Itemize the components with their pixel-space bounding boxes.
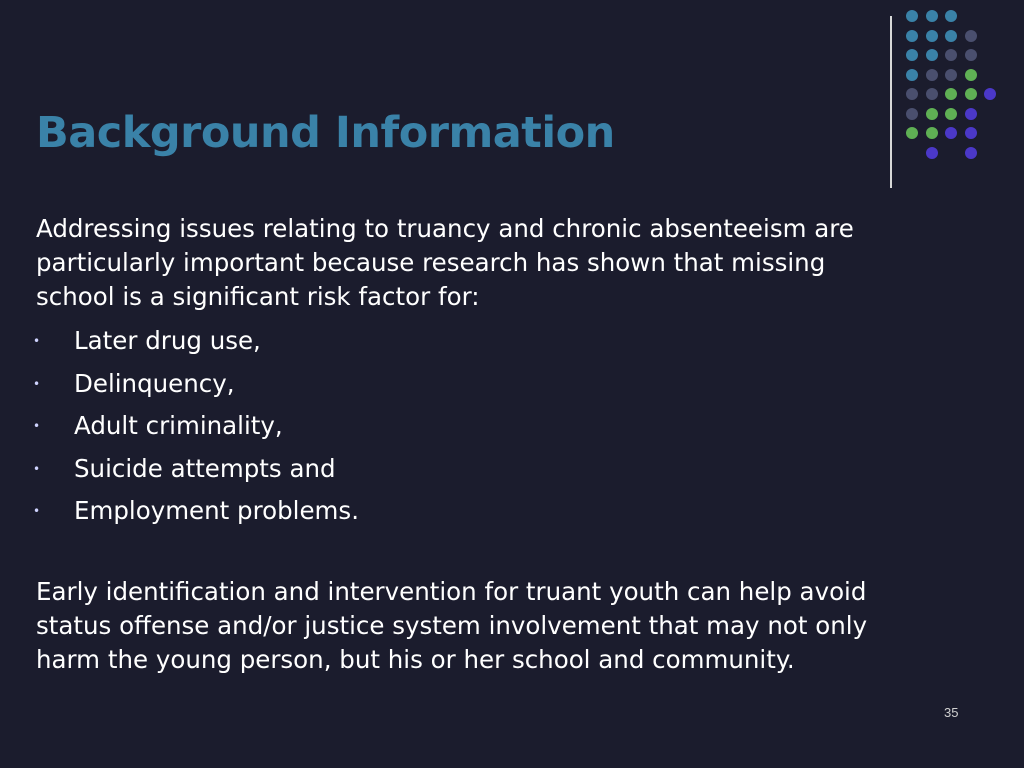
decorative-dot: [926, 147, 938, 159]
decorative-dot: [906, 108, 918, 120]
list-item-label: Later drug use,: [74, 326, 261, 355]
decorative-dot: [906, 30, 918, 42]
list-item-label: Employment problems.: [74, 496, 359, 525]
list-item-label: Adult criminality,: [74, 411, 283, 440]
slide-body: [33, 212, 986, 677]
list-item: [33, 363, 986, 406]
decorative-dot: [965, 127, 977, 139]
decorative-dot: [965, 49, 977, 61]
decorative-dot: [926, 127, 938, 139]
decorative-dot: [965, 88, 977, 100]
slide-title: Background Information: [36, 108, 615, 158]
intro-paragraph: Addressing issues relating to truancy and chronic absenteeism are particularly important because research has shown that missing school is a significant risk factor for:: [36, 214, 854, 311]
decorative-dot: [906, 69, 918, 81]
decorative-dot: [945, 30, 957, 42]
decorative-dot-grid: [906, 10, 1006, 170]
list-item: [33, 405, 986, 448]
decorative-dot: [945, 49, 957, 61]
list-item: [33, 448, 986, 491]
risk-factor-list: [33, 320, 986, 533]
decorative-dot: [906, 88, 918, 100]
decorative-dot: [945, 10, 957, 22]
list-item: [33, 320, 986, 363]
decorative-dot: [926, 88, 938, 100]
bullet-icon: •: [33, 504, 41, 518]
decorative-dot: [906, 10, 918, 22]
decorative-dot: [945, 108, 957, 120]
bullet-icon: •: [33, 419, 41, 433]
list-item: [33, 490, 986, 533]
decorative-dot: [965, 69, 977, 81]
page-number: 35: [944, 705, 959, 720]
decorative-dot: [906, 127, 918, 139]
bullet-icon: •: [33, 461, 41, 476]
closing-paragraph: Early identification and intervention for truant youth can help avoid status offense and/or justice system involvement that may not only harm the young person, but his or her school and community.: [36, 576, 868, 674]
title-divider: [890, 16, 892, 188]
decorative-dot: [926, 30, 938, 42]
decorative-dot: [926, 69, 938, 81]
list-item-label: Suicide attempts and: [74, 453, 336, 483]
decorative-dot: [926, 49, 938, 61]
decorative-dot: [965, 30, 977, 42]
decorative-dot: [965, 108, 977, 120]
decorative-dot: [906, 49, 918, 61]
list-item-label: Delinquency,: [74, 368, 235, 398]
decorative-dot: [926, 108, 938, 120]
decorative-dot: [965, 147, 977, 159]
decorative-dot: [926, 10, 938, 22]
decorative-dot: [945, 127, 957, 139]
bullet-icon: •: [33, 334, 41, 348]
bullet-icon: •: [33, 376, 41, 391]
decorative-dot: [945, 69, 957, 81]
decorative-dot: [984, 88, 996, 100]
decorative-dot: [945, 88, 957, 100]
